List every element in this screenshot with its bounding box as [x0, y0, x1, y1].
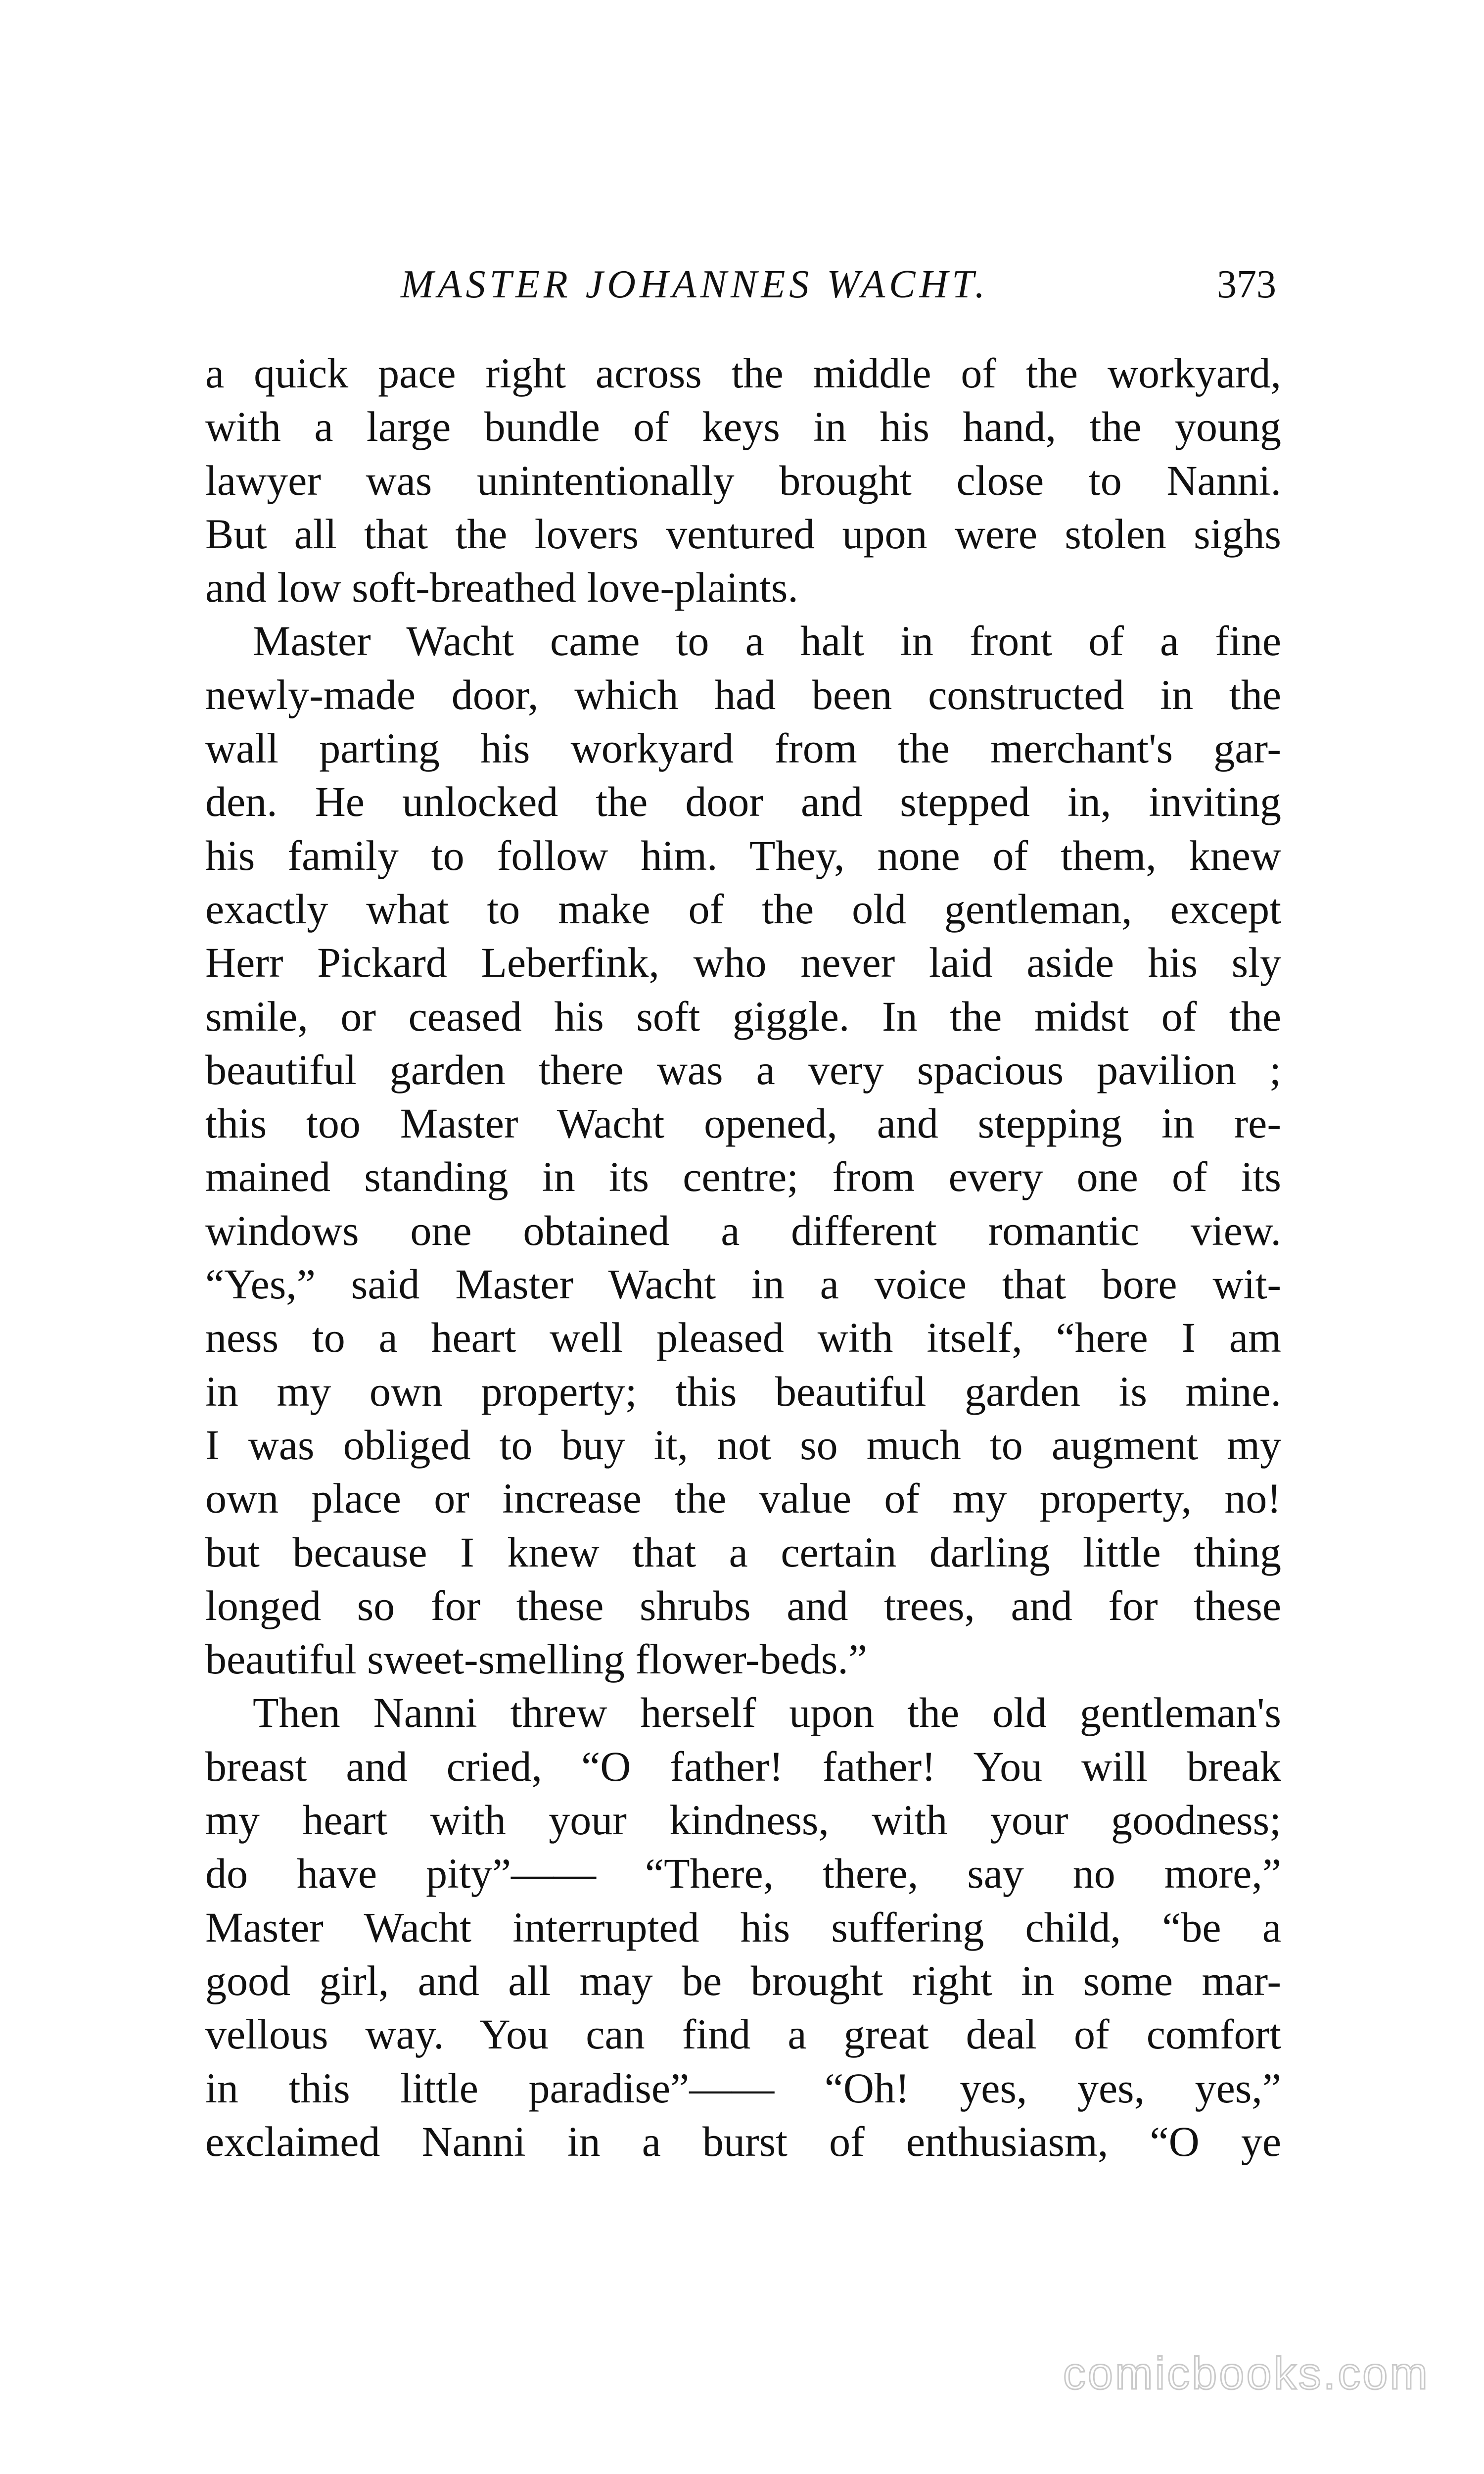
- text-line: a quick pace right across the middle of the workyard,: [205, 349, 1281, 397]
- text-line: but because I knew that a certain darling little thing: [205, 1528, 1281, 1576]
- text-line: beautiful garden there was a very spacious pavilion ;: [205, 1046, 1281, 1094]
- text-line: his family to follow him. They, none of them, knew: [205, 831, 1281, 879]
- text-line: longed so for these shrubs and trees, and for these: [205, 1581, 1281, 1629]
- text-line: I was obliged to buy it, not so much to augment my: [205, 1421, 1281, 1469]
- text-line: and low soft-breathed love-plaints.: [205, 564, 798, 612]
- text-line: wall parting his workyard from the merchant's gar-: [205, 724, 1281, 772]
- text-line: vellous way. You can find a great deal of comfort: [205, 2010, 1281, 2058]
- text-line: my heart with your kindness, with your goodness;: [205, 1796, 1281, 1844]
- text-line: in this little paradise”—— “Oh! yes, yes, yes,”: [205, 2064, 1281, 2112]
- text-line: Then Nanni threw herself upon the old gentleman's: [253, 1689, 1281, 1737]
- text-line: windows one obtained a different romantic view.: [205, 1206, 1281, 1254]
- running-head: [208, 257, 1276, 312]
- body-text: [205, 346, 1281, 2168]
- text-line: Master Wacht came to a halt in front of a fine: [253, 617, 1281, 665]
- text-line: exclaimed Nanni in a burst of enthusiasm, “O ye: [205, 2117, 1281, 2165]
- text-line: Herr Pickard Leberfink, who never laid aside his sly: [205, 939, 1281, 987]
- text-line: ness to a heart well pleased with itself, “here I am: [205, 1314, 1281, 1362]
- text-line: newly-made door, which had been constructed in the: [205, 670, 1281, 718]
- watermark: comicbooks.com: [1063, 2348, 1430, 2399]
- text-line: lawyer was unintentionally brought close to Nanni.: [205, 456, 1281, 504]
- text-line: smile, or ceased his soft giggle. In the midst of the: [205, 992, 1281, 1040]
- text-line: “Yes,” said Master Wacht in a voice that bore wit-: [205, 1260, 1281, 1308]
- text-line: this too Master Wacht opened, and stepping in re-: [205, 1099, 1281, 1147]
- running-title: MASTER JOHANNES WACHT.: [401, 263, 989, 306]
- text-line: Master Wacht interrupted his suffering child, “be a: [205, 1903, 1281, 1951]
- text-line: mained standing in its centre; from every one of its: [205, 1153, 1281, 1201]
- text-line: den. He unlocked the door and stepped in, inviting: [205, 778, 1281, 826]
- text-line: own place or increase the value of my property, no!: [205, 1475, 1281, 1522]
- text-line: with a large bundle of keys in his hand, the young: [205, 403, 1281, 451]
- text-line: beautiful sweet-smelling flower-beds.”: [205, 1635, 867, 1683]
- text-line: exactly what to make of the old gentleman, except: [205, 885, 1281, 933]
- page-number: 373: [1217, 263, 1276, 306]
- text-line: breast and cried, “O father! father! You will break: [205, 1742, 1281, 1790]
- text-line: good girl, and all may be brought right in some mar-: [205, 1956, 1281, 2004]
- text-line: in my own property; this beautiful garden is mine.: [205, 1367, 1281, 1415]
- text-line: do have pity”—— “There, there, say no more,”: [205, 1850, 1281, 1898]
- text-line: But all that the lovers ventured upon were stolen sighs: [205, 510, 1281, 558]
